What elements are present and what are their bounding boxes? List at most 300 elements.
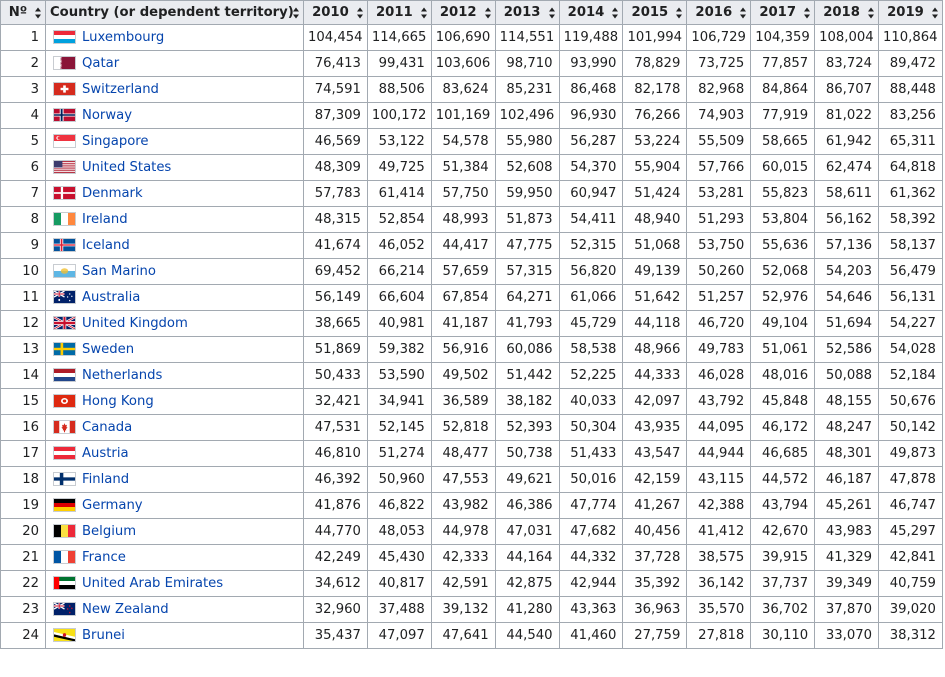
value-cell: 50,260 bbox=[687, 259, 751, 285]
rank-cell: 22 bbox=[1, 571, 46, 597]
value-cell: 43,115 bbox=[687, 467, 751, 493]
value-cell: 32,960 bbox=[304, 597, 368, 623]
value-cell: 37,728 bbox=[623, 545, 687, 571]
value-cell: 50,016 bbox=[559, 467, 623, 493]
value-cell: 58,611 bbox=[815, 181, 879, 207]
column-header-country[interactable] bbox=[46, 1, 304, 25]
country-link[interactable]: Belgium bbox=[82, 523, 137, 539]
column-header-year[interactable] bbox=[623, 1, 687, 25]
brunei-flag-icon[interactable] bbox=[53, 628, 76, 642]
country-link[interactable]: Brunei bbox=[82, 627, 125, 643]
country-cell bbox=[46, 467, 304, 493]
value-cell: 34,612 bbox=[304, 571, 368, 597]
switzerland-flag-icon[interactable] bbox=[53, 82, 76, 96]
value-cell: 66,604 bbox=[367, 285, 431, 311]
value-cell: 64,271 bbox=[495, 285, 559, 311]
country-cell bbox=[46, 545, 304, 571]
value-cell: 114,551 bbox=[495, 25, 559, 51]
value-cell: 42,841 bbox=[879, 545, 943, 571]
column-header-year[interactable] bbox=[879, 1, 943, 25]
table-row bbox=[1, 259, 943, 285]
rank-cell: 12 bbox=[1, 311, 46, 337]
value-cell: 49,139 bbox=[623, 259, 687, 285]
country-cell bbox=[46, 597, 304, 623]
value-cell: 82,178 bbox=[623, 77, 687, 103]
rank-cell: 18 bbox=[1, 467, 46, 493]
value-cell: 45,297 bbox=[879, 519, 943, 545]
value-cell: 48,016 bbox=[751, 363, 815, 389]
rank-cell: 20 bbox=[1, 519, 46, 545]
value-cell: 42,249 bbox=[304, 545, 368, 571]
value-cell: 55,980 bbox=[495, 129, 559, 155]
value-cell: 43,363 bbox=[559, 597, 623, 623]
value-cell: 41,876 bbox=[304, 493, 368, 519]
country-cell bbox=[46, 493, 304, 519]
value-cell: 64,818 bbox=[879, 155, 943, 181]
value-cell: 83,256 bbox=[879, 103, 943, 129]
country-cell bbox=[46, 441, 304, 467]
value-cell: 45,729 bbox=[559, 311, 623, 337]
country-link[interactable]: Iceland bbox=[82, 237, 130, 253]
value-cell: 50,676 bbox=[879, 389, 943, 415]
united-kingdom-flag-icon[interactable] bbox=[53, 316, 76, 330]
country-link[interactable]: Finland bbox=[82, 471, 130, 487]
country-link[interactable]: United States bbox=[82, 159, 172, 175]
rank-cell: 9 bbox=[1, 233, 46, 259]
column-header-year[interactable] bbox=[304, 1, 368, 25]
rank-cell: 11 bbox=[1, 285, 46, 311]
column-header-year[interactable] bbox=[431, 1, 495, 25]
value-cell: 48,315 bbox=[304, 207, 368, 233]
value-cell: 56,149 bbox=[304, 285, 368, 311]
value-cell: 48,966 bbox=[623, 337, 687, 363]
rank-cell: 5 bbox=[1, 129, 46, 155]
sort-icon[interactable] bbox=[421, 7, 428, 18]
table-body bbox=[1, 25, 943, 649]
ireland-flag-icon[interactable] bbox=[53, 212, 76, 226]
table-row bbox=[1, 389, 943, 415]
table-row bbox=[1, 363, 943, 389]
country-link[interactable]: Denmark bbox=[82, 185, 143, 201]
country-link[interactable]: United Arab Emirates bbox=[82, 575, 224, 591]
value-cell: 46,392 bbox=[304, 467, 368, 493]
column-header-label: 2018 bbox=[823, 5, 860, 20]
value-cell: 48,301 bbox=[815, 441, 879, 467]
country-link[interactable]: France bbox=[82, 549, 126, 565]
value-cell: 110,864 bbox=[879, 25, 943, 51]
value-cell: 60,086 bbox=[495, 337, 559, 363]
table-row bbox=[1, 441, 943, 467]
value-cell: 46,172 bbox=[751, 415, 815, 441]
table-row bbox=[1, 103, 943, 129]
value-cell: 58,665 bbox=[751, 129, 815, 155]
sort-icon[interactable] bbox=[35, 7, 42, 18]
country-cell bbox=[46, 285, 304, 311]
singapore-flag-icon[interactable] bbox=[53, 134, 76, 148]
value-cell: 41,674 bbox=[304, 233, 368, 259]
iceland-flag-icon[interactable] bbox=[53, 238, 76, 252]
table-row bbox=[1, 337, 943, 363]
value-cell: 44,944 bbox=[687, 441, 751, 467]
san-marino-flag-icon[interactable] bbox=[53, 264, 76, 278]
value-cell: 38,182 bbox=[495, 389, 559, 415]
france-flag-icon[interactable] bbox=[53, 550, 76, 564]
value-cell: 51,424 bbox=[623, 181, 687, 207]
value-cell: 98,710 bbox=[495, 51, 559, 77]
value-cell: 46,822 bbox=[367, 493, 431, 519]
value-cell: 27,759 bbox=[623, 623, 687, 649]
column-header-label: 2019 bbox=[887, 5, 924, 20]
value-cell: 51,869 bbox=[304, 337, 368, 363]
value-cell: 46,052 bbox=[367, 233, 431, 259]
value-cell: 89,472 bbox=[879, 51, 943, 77]
value-cell: 37,870 bbox=[815, 597, 879, 623]
country-cell bbox=[46, 207, 304, 233]
value-cell: 51,873 bbox=[495, 207, 559, 233]
country-link[interactable]: Switzerland bbox=[82, 81, 159, 97]
value-cell: 61,414 bbox=[367, 181, 431, 207]
value-cell: 42,097 bbox=[623, 389, 687, 415]
table-row bbox=[1, 597, 943, 623]
value-cell: 61,362 bbox=[879, 181, 943, 207]
column-header-label: 2011 bbox=[375, 5, 413, 20]
value-cell: 56,162 bbox=[815, 207, 879, 233]
value-cell: 47,531 bbox=[304, 415, 368, 441]
rank-cell: 15 bbox=[1, 389, 46, 415]
table-row bbox=[1, 467, 943, 493]
table-row bbox=[1, 233, 943, 259]
value-cell: 46,685 bbox=[751, 441, 815, 467]
value-cell: 39,020 bbox=[879, 597, 943, 623]
rank-cell: 4 bbox=[1, 103, 46, 129]
value-cell: 104,359 bbox=[751, 25, 815, 51]
value-cell: 36,142 bbox=[687, 571, 751, 597]
value-cell: 51,257 bbox=[687, 285, 751, 311]
belgium-flag-icon[interactable] bbox=[53, 524, 76, 538]
value-cell: 56,479 bbox=[879, 259, 943, 285]
value-cell: 49,873 bbox=[879, 441, 943, 467]
country-cell bbox=[46, 103, 304, 129]
value-cell: 46,810 bbox=[304, 441, 368, 467]
rank-cell: 19 bbox=[1, 493, 46, 519]
value-cell: 59,950 bbox=[495, 181, 559, 207]
value-cell: 106,729 bbox=[687, 25, 751, 51]
value-cell: 44,332 bbox=[559, 545, 623, 571]
country-link[interactable]: Hong Kong bbox=[82, 393, 154, 409]
value-cell: 38,665 bbox=[304, 311, 368, 337]
rank-cell: 2 bbox=[1, 51, 46, 77]
value-cell: 99,431 bbox=[367, 51, 431, 77]
value-cell: 114,665 bbox=[367, 25, 431, 51]
country-link[interactable]: Netherlands bbox=[82, 367, 163, 383]
value-cell: 41,412 bbox=[687, 519, 751, 545]
value-cell: 53,590 bbox=[367, 363, 431, 389]
sweden-flag-icon[interactable] bbox=[53, 342, 76, 356]
value-cell: 57,750 bbox=[431, 181, 495, 207]
germany-flag-icon[interactable] bbox=[53, 498, 76, 512]
column-header-year[interactable] bbox=[815, 1, 879, 25]
column-header-label: 2012 bbox=[439, 5, 477, 20]
uae-flag-icon[interactable] bbox=[53, 576, 76, 590]
sort-icon[interactable] bbox=[676, 7, 683, 18]
country-link[interactable]: San Marino bbox=[82, 263, 156, 279]
value-cell: 54,028 bbox=[879, 337, 943, 363]
country-link[interactable]: Austria bbox=[82, 445, 129, 461]
value-cell: 39,132 bbox=[431, 597, 495, 623]
country-cell bbox=[46, 25, 304, 51]
value-cell: 58,392 bbox=[879, 207, 943, 233]
value-cell: 48,247 bbox=[815, 415, 879, 441]
column-header-label: Country (or dependent territory) bbox=[50, 5, 294, 20]
value-cell: 87,309 bbox=[304, 103, 368, 129]
table-row bbox=[1, 77, 943, 103]
header-row bbox=[1, 1, 943, 25]
table-row bbox=[1, 311, 943, 337]
value-cell: 41,267 bbox=[623, 493, 687, 519]
value-cell: 54,203 bbox=[815, 259, 879, 285]
sort-icon[interactable] bbox=[932, 7, 939, 18]
value-cell: 51,642 bbox=[623, 285, 687, 311]
column-header-year[interactable] bbox=[367, 1, 431, 25]
table-row bbox=[1, 155, 943, 181]
column-header-year[interactable] bbox=[751, 1, 815, 25]
value-cell: 42,333 bbox=[431, 545, 495, 571]
sort-icon[interactable] bbox=[740, 7, 747, 18]
column-header-year[interactable] bbox=[687, 1, 751, 25]
sort-icon[interactable] bbox=[357, 7, 364, 18]
value-cell: 40,456 bbox=[623, 519, 687, 545]
value-cell: 101,994 bbox=[623, 25, 687, 51]
value-cell: 51,442 bbox=[495, 363, 559, 389]
country-cell bbox=[46, 181, 304, 207]
value-cell: 49,621 bbox=[495, 467, 559, 493]
country-link[interactable]: Canada bbox=[82, 419, 133, 435]
value-cell: 44,164 bbox=[495, 545, 559, 571]
hong-kong-flag-icon[interactable] bbox=[53, 394, 76, 408]
luxembourg-flag-icon[interactable] bbox=[53, 30, 76, 44]
value-cell: 52,068 bbox=[751, 259, 815, 285]
new-zealand-flag-icon[interactable] bbox=[53, 602, 76, 616]
austria-flag-icon[interactable] bbox=[53, 446, 76, 460]
country-link[interactable]: Sweden bbox=[82, 341, 135, 357]
rank-cell: 10 bbox=[1, 259, 46, 285]
country-cell bbox=[46, 519, 304, 545]
table-row bbox=[1, 415, 943, 441]
sort-icon[interactable] bbox=[549, 7, 556, 18]
value-cell: 52,393 bbox=[495, 415, 559, 441]
value-cell: 55,823 bbox=[751, 181, 815, 207]
united-states-flag-icon[interactable] bbox=[53, 160, 76, 174]
value-cell: 119,488 bbox=[559, 25, 623, 51]
table-row bbox=[1, 207, 943, 233]
column-header-rank[interactable] bbox=[1, 1, 46, 25]
value-cell: 45,430 bbox=[367, 545, 431, 571]
value-cell: 27,818 bbox=[687, 623, 751, 649]
value-cell: 67,854 bbox=[431, 285, 495, 311]
value-cell: 42,670 bbox=[751, 519, 815, 545]
norway-flag-icon[interactable] bbox=[53, 108, 76, 122]
value-cell: 53,750 bbox=[687, 233, 751, 259]
value-cell: 37,488 bbox=[367, 597, 431, 623]
value-cell: 78,829 bbox=[623, 51, 687, 77]
country-link[interactable]: Singapore bbox=[82, 133, 149, 149]
country-link[interactable]: Luxembourg bbox=[82, 29, 165, 45]
country-link[interactable]: New Zealand bbox=[82, 601, 169, 617]
value-cell: 35,570 bbox=[687, 597, 751, 623]
country-link[interactable]: Norway bbox=[82, 107, 133, 123]
column-header-year[interactable] bbox=[559, 1, 623, 25]
column-header-label: 2013 bbox=[503, 5, 541, 20]
value-cell: 36,963 bbox=[623, 597, 687, 623]
country-cell bbox=[46, 623, 304, 649]
country-cell bbox=[46, 233, 304, 259]
value-cell: 38,312 bbox=[879, 623, 943, 649]
value-cell: 37,737 bbox=[751, 571, 815, 597]
value-cell: 52,854 bbox=[367, 207, 431, 233]
value-cell: 42,591 bbox=[431, 571, 495, 597]
value-cell: 74,591 bbox=[304, 77, 368, 103]
value-cell: 51,694 bbox=[815, 311, 879, 337]
value-cell: 35,437 bbox=[304, 623, 368, 649]
value-cell: 41,793 bbox=[495, 311, 559, 337]
canada-flag-icon[interactable] bbox=[53, 420, 76, 434]
column-header-label: 2017 bbox=[759, 5, 797, 20]
value-cell: 34,941 bbox=[367, 389, 431, 415]
country-cell bbox=[46, 337, 304, 363]
sort-icon[interactable] bbox=[293, 7, 300, 18]
value-cell: 50,433 bbox=[304, 363, 368, 389]
value-cell: 32,421 bbox=[304, 389, 368, 415]
value-cell: 52,225 bbox=[559, 363, 623, 389]
value-cell: 47,878 bbox=[879, 467, 943, 493]
value-cell: 40,817 bbox=[367, 571, 431, 597]
value-cell: 48,309 bbox=[304, 155, 368, 181]
value-cell: 48,155 bbox=[815, 389, 879, 415]
sort-icon[interactable] bbox=[868, 7, 875, 18]
value-cell: 44,540 bbox=[495, 623, 559, 649]
value-cell: 50,960 bbox=[367, 467, 431, 493]
sort-icon[interactable] bbox=[804, 7, 811, 18]
rank-cell: 21 bbox=[1, 545, 46, 571]
value-cell: 77,919 bbox=[751, 103, 815, 129]
value-cell: 36,589 bbox=[431, 389, 495, 415]
rank-cell: 17 bbox=[1, 441, 46, 467]
value-cell: 85,231 bbox=[495, 77, 559, 103]
rank-cell: 14 bbox=[1, 363, 46, 389]
value-cell: 42,875 bbox=[495, 571, 559, 597]
value-cell: 65,311 bbox=[879, 129, 943, 155]
value-cell: 104,454 bbox=[304, 25, 368, 51]
value-cell: 57,315 bbox=[495, 259, 559, 285]
value-cell: 52,586 bbox=[815, 337, 879, 363]
value-cell: 44,978 bbox=[431, 519, 495, 545]
table-row bbox=[1, 25, 943, 51]
column-header-label: 2010 bbox=[312, 5, 349, 20]
value-cell: 50,088 bbox=[815, 363, 879, 389]
value-cell: 42,944 bbox=[559, 571, 623, 597]
country-link[interactable]: Germany bbox=[82, 497, 143, 513]
sort-icon[interactable] bbox=[485, 7, 492, 18]
value-cell: 52,976 bbox=[751, 285, 815, 311]
rank-cell: 6 bbox=[1, 155, 46, 181]
value-cell: 53,804 bbox=[751, 207, 815, 233]
value-cell: 48,993 bbox=[431, 207, 495, 233]
value-cell: 56,131 bbox=[879, 285, 943, 311]
value-cell: 51,433 bbox=[559, 441, 623, 467]
value-cell: 76,266 bbox=[623, 103, 687, 129]
value-cell: 43,982 bbox=[431, 493, 495, 519]
table-row bbox=[1, 493, 943, 519]
country-link[interactable]: Ireland bbox=[82, 211, 128, 227]
value-cell: 49,502 bbox=[431, 363, 495, 389]
value-cell: 54,370 bbox=[559, 155, 623, 181]
denmark-flag-icon[interactable] bbox=[53, 186, 76, 200]
value-cell: 55,509 bbox=[687, 129, 751, 155]
value-cell: 59,382 bbox=[367, 337, 431, 363]
value-cell: 61,066 bbox=[559, 285, 623, 311]
value-cell: 49,104 bbox=[751, 311, 815, 337]
value-cell: 51,293 bbox=[687, 207, 751, 233]
column-header-year[interactable] bbox=[495, 1, 559, 25]
value-cell: 38,575 bbox=[687, 545, 751, 571]
value-cell: 44,572 bbox=[751, 467, 815, 493]
value-cell: 36,702 bbox=[751, 597, 815, 623]
netherlands-flag-icon[interactable] bbox=[53, 368, 76, 382]
country-link[interactable]: Qatar bbox=[82, 55, 120, 71]
value-cell: 56,287 bbox=[559, 129, 623, 155]
value-cell: 46,720 bbox=[687, 311, 751, 337]
value-cell: 48,053 bbox=[367, 519, 431, 545]
rank-cell: 7 bbox=[1, 181, 46, 207]
value-cell: 82,968 bbox=[687, 77, 751, 103]
table-row bbox=[1, 51, 943, 77]
value-cell: 55,636 bbox=[751, 233, 815, 259]
value-cell: 44,417 bbox=[431, 233, 495, 259]
value-cell: 48,940 bbox=[623, 207, 687, 233]
value-cell: 44,095 bbox=[687, 415, 751, 441]
country-cell bbox=[46, 259, 304, 285]
finland-flag-icon[interactable] bbox=[53, 472, 76, 486]
value-cell: 43,792 bbox=[687, 389, 751, 415]
value-cell: 106,690 bbox=[431, 25, 495, 51]
value-cell: 58,137 bbox=[879, 233, 943, 259]
value-cell: 47,682 bbox=[559, 519, 623, 545]
value-cell: 96,930 bbox=[559, 103, 623, 129]
qatar-flag-icon[interactable] bbox=[53, 56, 76, 70]
value-cell: 47,775 bbox=[495, 233, 559, 259]
country-link[interactable]: United Kingdom bbox=[82, 315, 188, 331]
rank-cell: 23 bbox=[1, 597, 46, 623]
value-cell: 69,452 bbox=[304, 259, 368, 285]
value-cell: 73,725 bbox=[687, 51, 751, 77]
table-row bbox=[1, 519, 943, 545]
country-link[interactable]: Australia bbox=[82, 289, 141, 305]
rank-cell: 24 bbox=[1, 623, 46, 649]
value-cell: 33,070 bbox=[815, 623, 879, 649]
value-cell: 51,384 bbox=[431, 155, 495, 181]
rank-cell: 13 bbox=[1, 337, 46, 363]
value-cell: 41,460 bbox=[559, 623, 623, 649]
table-row bbox=[1, 623, 943, 649]
value-cell: 50,738 bbox=[495, 441, 559, 467]
value-cell: 49,783 bbox=[687, 337, 751, 363]
value-cell: 52,145 bbox=[367, 415, 431, 441]
value-cell: 51,068 bbox=[623, 233, 687, 259]
table-row bbox=[1, 129, 943, 155]
australia-flag-icon[interactable] bbox=[53, 290, 76, 304]
sort-icon[interactable] bbox=[612, 7, 619, 18]
value-cell: 57,766 bbox=[687, 155, 751, 181]
